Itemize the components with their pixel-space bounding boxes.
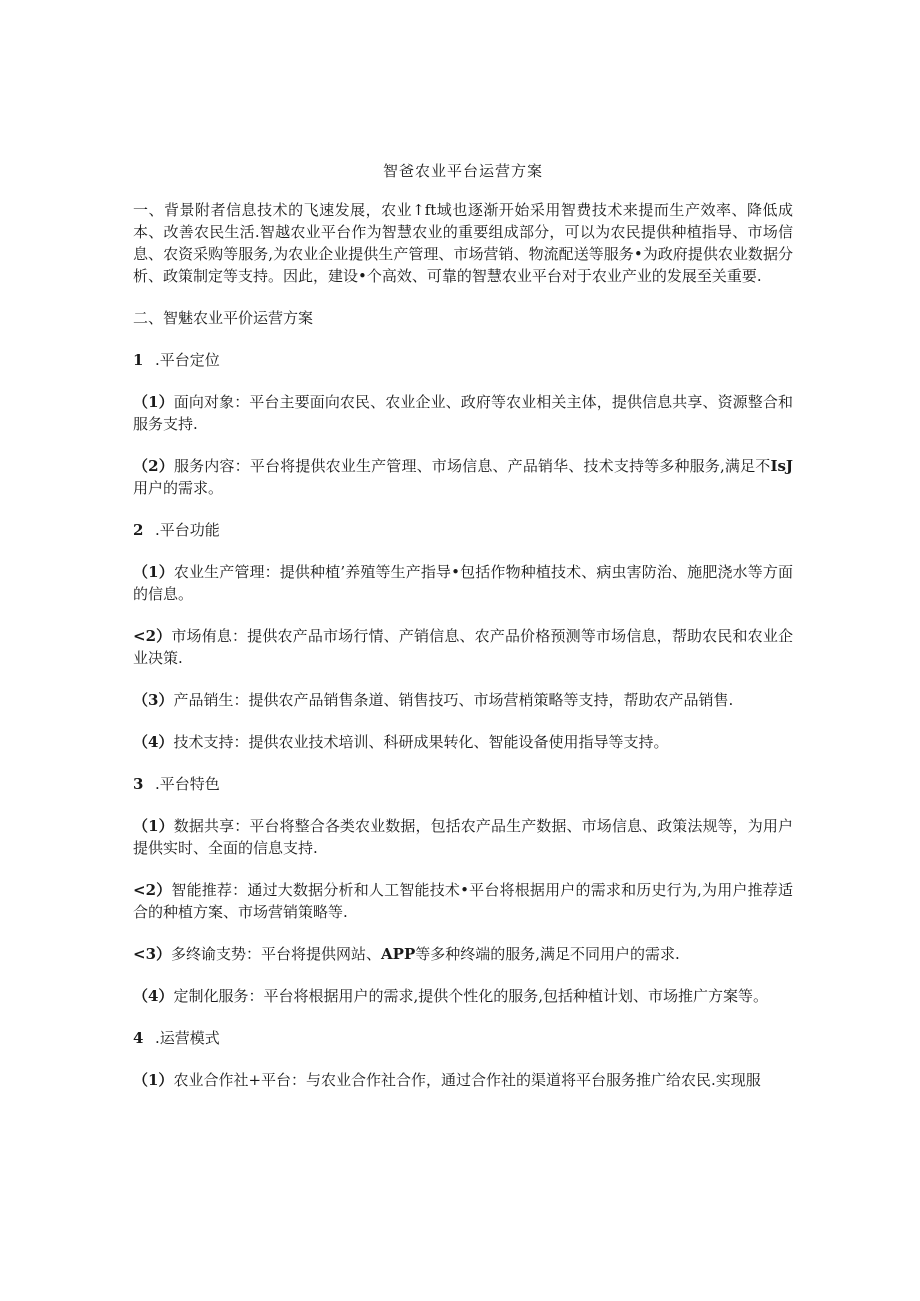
item-text: 服务内容：平台将提供农业生产管理、市场信息、产品销华、技术支持等多种服务,满足不 [173,457,771,475]
subsection-2-heading [133,519,793,541]
item-prefix: （1） [133,393,174,411]
item-prefix: （3） [133,691,174,709]
subsection-label: .平台功能 [155,521,220,539]
s2-item-1 [133,561,793,605]
s2-item-4 [133,731,793,753]
subsection-number: 3 [133,775,144,793]
item-prefix: （4） [133,733,174,751]
subsection-number: 4 [133,1029,144,1047]
s2-item-2 [133,625,793,669]
subsection-number: 2 [133,521,144,539]
subsection-label: .运营模式 [155,1029,220,1047]
s4-item-1 [133,1069,793,1091]
s3-item-1 [133,815,793,859]
item-text: 技术支持：提供农业技术培训、科研成果转化、智能设备使用指导等支持。 [173,733,669,751]
item-text-tail: 等多种终端的服务,满足不同用户的需求. [415,945,680,963]
s1-item-1 [133,391,793,435]
item-text: 农业生产管理：提供种植’养殖等生产指导•包括作物种植技术、病虫害防治、施肥浇水等方面的信息。 [133,563,793,603]
intro-paragraph: 一、背景附者信息技术的飞速发展，农业↑ft域也逐渐开始采用智费技术来提而生产效率、降低成本、改善农民生活.智越农业平台作为智慧农业的重要组成部分，可以为农民提供种植指导、市场信息、农资采购等服务,为农业企业提供生产管理、市场营销、物流配送等服务•为政府提供农业数据分析、政策制定等支持。因此，建设•个高效、可靠的智慧农业平台对于农业产业的发展至关重要. [133,201,793,285]
subsection-1-heading [133,349,793,371]
item-prefix: （1） [133,1071,174,1089]
item-prefix: <2） [133,627,172,645]
subsection-label: .平台特色 [155,775,220,793]
document-title: 智爸农业平台运营方案 [382,162,543,180]
item-prefix: （4） [133,987,174,1005]
item-text: 定制化服务：平台将根据用户的需求,提供个性化的服务,包括种植计划、市场推广方案等。 [173,987,768,1005]
section-2-heading: 二、智魅农业平价运营方案 [133,309,314,327]
item-prefix: <3） [133,945,172,963]
s2-item-3 [133,689,793,711]
item-text: 面向对象：平台主要面向农民、农业企业、政府等农业相关主体，提供信息共享、资源整合和服务支持. [133,393,793,433]
item-text: 数据共享：平台将整合各类农业数据，包括农产品生产数据、市场信息、政策法规等，为用户提供实时、全面的信息支持. [133,817,793,857]
item-text: 农业合作社+平台：与农业合作社合作，通过合作社的渠道将平台服务推广给农民.实现服 [173,1071,761,1089]
subsection-4-heading [133,1027,793,1049]
s1-item-2 [133,455,793,499]
item-prefix: （2） [133,457,174,475]
document-page [133,160,793,1111]
item-prefix: （1） [133,563,174,581]
s3-item-2 [133,879,793,923]
item-prefix: （1） [133,817,174,835]
subsection-number: 1 [133,351,144,369]
item-bold-text: APP [381,945,416,963]
item-bold-text: IsJ [770,457,794,475]
s3-item-4 [133,985,793,1007]
subsection-label: .平台定位 [155,351,220,369]
item-text: 产品销生：提供农产品销售条道、销售技巧、市场营梢策略等支持，帮助农产品销售. [173,691,734,709]
subsection-3-heading [133,773,793,795]
item-text: 市场侑息：提供农产品市场行情、产销信息、农产品价格预测等市场信息，帮助农民和农业企业决策. [133,627,793,667]
item-text: 智能推荐：通过大数据分析和人工智能技术•平台将根据用户的需求和历史行为,为用户推荐适合的种植方案、市场营销策略等. [133,881,793,921]
item-text: 多终谕支势：平台将提供网站、 [171,945,382,963]
s3-item-3 [133,943,793,965]
item-text-tail: 用户的需求。 [133,479,224,497]
item-prefix: <2） [133,881,172,899]
